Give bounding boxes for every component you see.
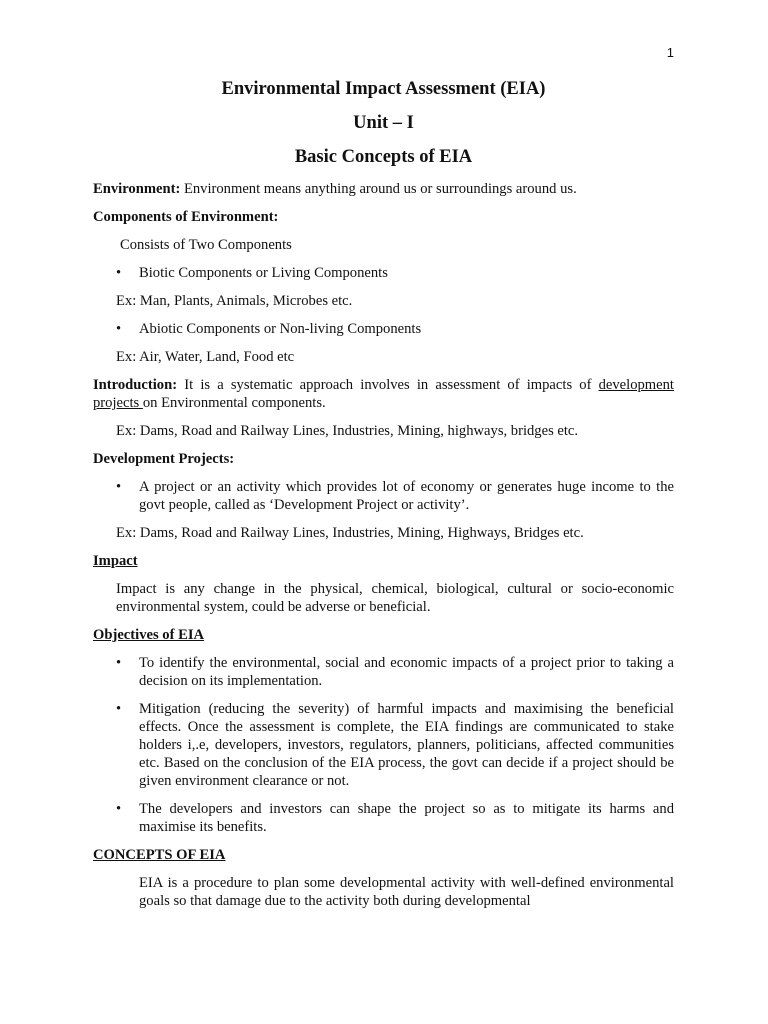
- concepts-heading: CONCEPTS OF EIA: [93, 847, 226, 863]
- bullet-icon: •: [116, 701, 122, 717]
- components-heading: Components of Environment:: [93, 209, 279, 225]
- list-item: [93, 264, 674, 282]
- environment-definition: [93, 180, 674, 198]
- biotic-example: Ex: Man, Plants, Animals, Microbes etc.: [116, 293, 353, 309]
- impact-heading: Impact: [93, 553, 138, 569]
- objective-text: Mitigation (reducing the severity) of harmful impacts and maximising the beneficial effects. Once the assessment is complete, the EIA findings are communicated to stake holders i,.e, developers, investors, regulators, planners, politicians, affected communities etc. Based on the conclusion of the EIA process, the govt can decide if a project should be given environment clearance or not.: [139, 701, 674, 789]
- bullet-icon: •: [116, 265, 122, 281]
- development-projects-link[interactable]: development projects: [93, 377, 674, 411]
- bullet-icon: •: [116, 655, 122, 671]
- objectives-list: [93, 654, 674, 836]
- list-item: [93, 700, 674, 790]
- abiotic-text: Abiotic Components or Non-living Components: [139, 321, 422, 337]
- abiotic-list: [93, 320, 674, 338]
- page-number: 1: [666, 45, 674, 60]
- document-title: Environmental Impact Assessment (EIA): [221, 79, 546, 99]
- impact-text: Impact is any change in the physical, chemical, biological, cultural or socio-economic environmental system, could be adverse or beneficial.: [116, 581, 674, 615]
- unit-title: Unit – I: [353, 113, 414, 133]
- biotic-text: Biotic Components or Living Components: [139, 265, 388, 281]
- section-title: Basic Concepts of EIA: [294, 147, 473, 167]
- concepts-text: EIA is a procedure to plan some developmental activity with well-defined environmental goals so that damage due to the activity both during developmental: [139, 875, 674, 909]
- development-projects-example: Ex: Dams, Road and Railway Lines, Industries, Mining, Highways, Bridges etc.: [116, 525, 584, 541]
- introduction-text-b: on Environmental components.: [142, 395, 326, 411]
- introduction-example: Ex: Dams, Road and Railway Lines, Industries, Mining, highways, bridges etc.: [116, 423, 579, 439]
- list-item: [93, 654, 674, 690]
- environment-text: Environment means anything around us or surroundings around us.: [180, 181, 577, 197]
- document-body: [93, 78, 674, 920]
- environment-label: Environment:: [93, 181, 181, 197]
- development-projects-heading: Development Projects:: [93, 451, 235, 467]
- introduction-label: Introduction:: [93, 377, 178, 393]
- objective-text: The developers and investors can shape the project so as to mitigate its harms and maximise its benefits.: [139, 801, 674, 835]
- objectives-heading: Objectives of EIA: [93, 627, 205, 643]
- list-item: [93, 320, 674, 338]
- biotic-list: [93, 264, 674, 282]
- introduction-paragraph: [93, 376, 674, 412]
- bullet-icon: •: [116, 801, 122, 817]
- objective-text: To identify the environmental, social and economic impacts of a project prior to taking a decision on its implementation.: [139, 655, 674, 689]
- development-projects-text: A project or an activity which provides lot of economy or generates huge income to the govt people, called as ‘Development Project or activity’.: [139, 479, 674, 513]
- list-item: [93, 478, 674, 514]
- introduction-text-a: It is a systematic approach involves in assessment of impacts of: [177, 377, 599, 393]
- development-projects-list: [93, 478, 674, 514]
- bullet-icon: •: [116, 321, 122, 337]
- bullet-icon: •: [116, 479, 122, 495]
- abiotic-example: Ex: Air, Water, Land, Food etc: [116, 349, 295, 365]
- list-item: [93, 800, 674, 836]
- components-intro: Consists of Two Components: [120, 237, 292, 253]
